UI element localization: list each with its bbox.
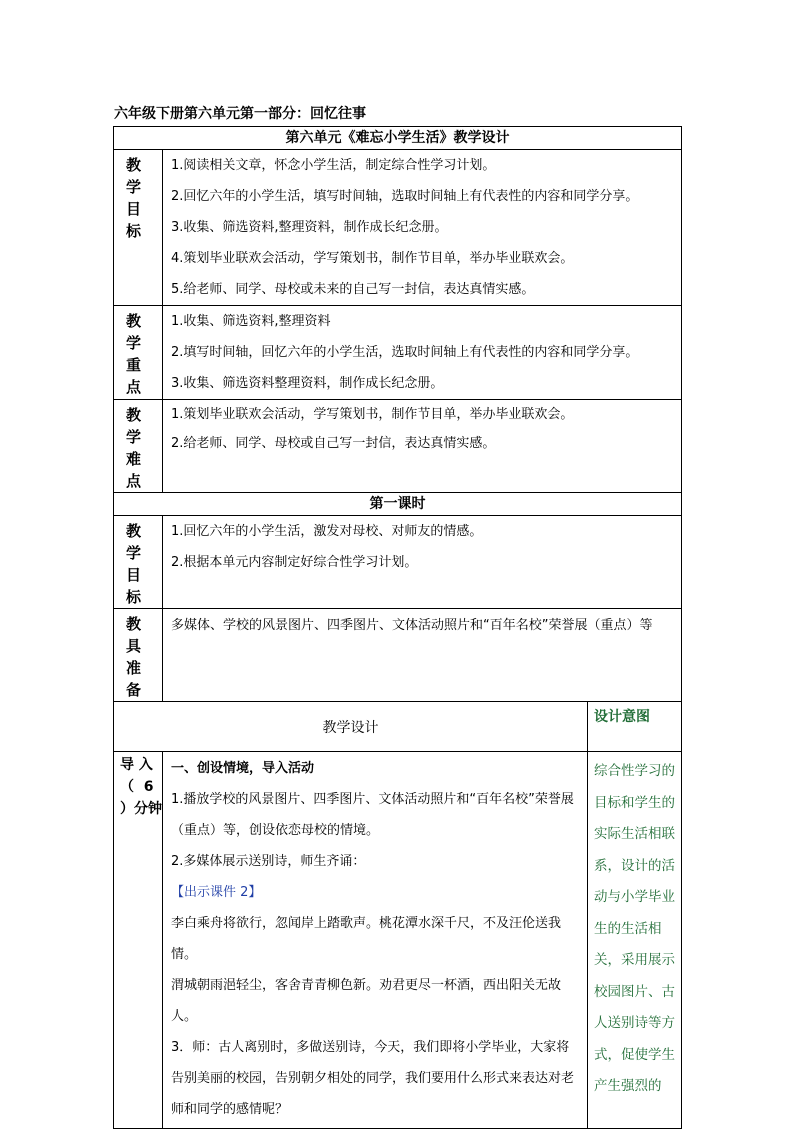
list-item: 2.给老师、同学、母校或自己写一封信，表达真情实感。	[171, 436, 496, 451]
goals-row	[114, 150, 682, 306]
difficulties-label-top: 教 学	[125, 406, 150, 446]
list-item: 2.回忆六年的小学生活，填写时间轴，选取时间轴上有代表性的内容和同学分享。	[171, 189, 639, 204]
intent-header-cell	[588, 702, 682, 752]
list-item: 2.根据本单元内容制定好综合性学习计划。	[171, 555, 418, 570]
materials-label	[114, 609, 163, 702]
goals-label-bottom: 目 标	[125, 200, 150, 240]
poem: 李白乘舟将欲行，忽闻岸上踏歌声。桃花潭水深千尺，不及汪伦送我情。	[171, 916, 562, 962]
unit-title-row	[114, 127, 682, 150]
lesson-goals-label	[114, 516, 163, 609]
intro-content	[163, 752, 588, 1129]
document-heading: 六年级下册第六单元第一部分：回忆往事	[114, 106, 366, 122]
paragraph: 2.多媒体展示送别诗，师生齐诵：	[171, 854, 366, 869]
unit-title: 第六单元《难忘小学生活》教学设计	[114, 127, 682, 150]
difficulties-row	[114, 400, 682, 493]
section-title: 一、创设情境，导入活动	[171, 761, 315, 776]
list-item: 1.回忆六年的小学生活，激发对母校、对师友的情感。	[171, 524, 483, 539]
lesson-goals-row	[114, 516, 682, 609]
lesson-title-row	[114, 493, 682, 516]
key-points-row	[114, 306, 682, 400]
list-item: 1.阅读相关文章，怀念小学生活，制定综合性学习计划。	[171, 158, 496, 173]
intro-label-line1: 导 入	[120, 757, 153, 773]
list-item: 2.填写时间轴，回忆六年的小学生活，选取时间轴上有代表性的内容和同学分享。	[171, 345, 639, 360]
goals-label-top: 教 学	[125, 156, 150, 196]
materials-label-bottom: 准 备	[125, 659, 150, 699]
intent-header: 设计意图	[594, 709, 650, 725]
key-points-label-top: 教 学	[125, 312, 150, 352]
poem: 渭城朝雨浥轻尘，客舍青青柳色新。劝君更尽一杯酒，西出阳关无故人。	[171, 978, 562, 1024]
design-header: 教学设计	[114, 702, 588, 752]
key-points-label	[114, 306, 163, 400]
courseware-tag: 【出示课件 2】	[171, 885, 262, 900]
intent-text: 综合性学习的目标和学生的实际生活相联系，设计的活动与小学毕业生的生活相关，采用展示校园图片、古人送别诗等方式，促使学生产生强烈的	[594, 763, 675, 1094]
list-item: 5.给老师、同学、母校或未来的自己写一封信，表达真情实感。	[171, 282, 535, 297]
key-points-list	[163, 306, 682, 400]
intro-row	[114, 752, 682, 1129]
goals-label	[114, 150, 163, 306]
lesson-goals-list	[163, 516, 682, 609]
design-header-row	[114, 702, 682, 752]
list-item: 1.策划毕业联欢会活动，学写策划书，制作节目单，举办毕业联欢会。	[171, 407, 574, 422]
key-points-label-bottom: 重 点	[125, 356, 150, 396]
lesson-title: 第一课时	[114, 493, 682, 516]
list-item: 3.收集、筛选资料,整理资料，制作成长纪念册。	[171, 220, 448, 235]
list-item: 4.策划毕业联欢会活动，学写策划书，制作节目单，举办毕业联欢会。	[171, 251, 574, 266]
goals-list	[163, 150, 682, 306]
intent-cell	[588, 752, 682, 1129]
difficulties-list	[163, 400, 682, 493]
difficulties-label	[114, 400, 163, 493]
intro-label-line3: ）分钟	[120, 801, 162, 817]
materials-label-top: 教 具	[125, 615, 150, 655]
intro-label-line2: （ 6	[120, 779, 154, 795]
difficulties-label-bottom: 难 点	[125, 450, 150, 490]
lesson-goals-label-top: 教 学	[125, 522, 150, 562]
intro-label	[114, 752, 163, 1129]
list-item: 1.收集、筛选资料,整理资料	[171, 314, 331, 329]
materials-text: 多媒体、学校的风景图片、四季图片、文体活动照片和“百年名校”荣誉展（重点）等	[163, 609, 682, 702]
paragraph: 1.播放学校的风景图片、四季图片、文体活动照片和“百年名校”荣誉展（重点）等，创设依恋母校的情境。	[171, 792, 574, 838]
materials-row	[114, 609, 682, 702]
lesson-plan-table	[113, 126, 682, 1129]
lesson-goals-label-bottom: 目 标	[125, 566, 150, 606]
list-item: 3.收集、筛选资料整理资料，制作成长纪念册。	[171, 376, 444, 391]
paragraph: 3．师：古人离别时，多做送别诗，今天，我们即将小学毕业，大家将告别美丽的校园，告别朝夕相处的同学，我们要用什么形式来表达对老师和同学的感情呢？	[171, 1040, 575, 1117]
